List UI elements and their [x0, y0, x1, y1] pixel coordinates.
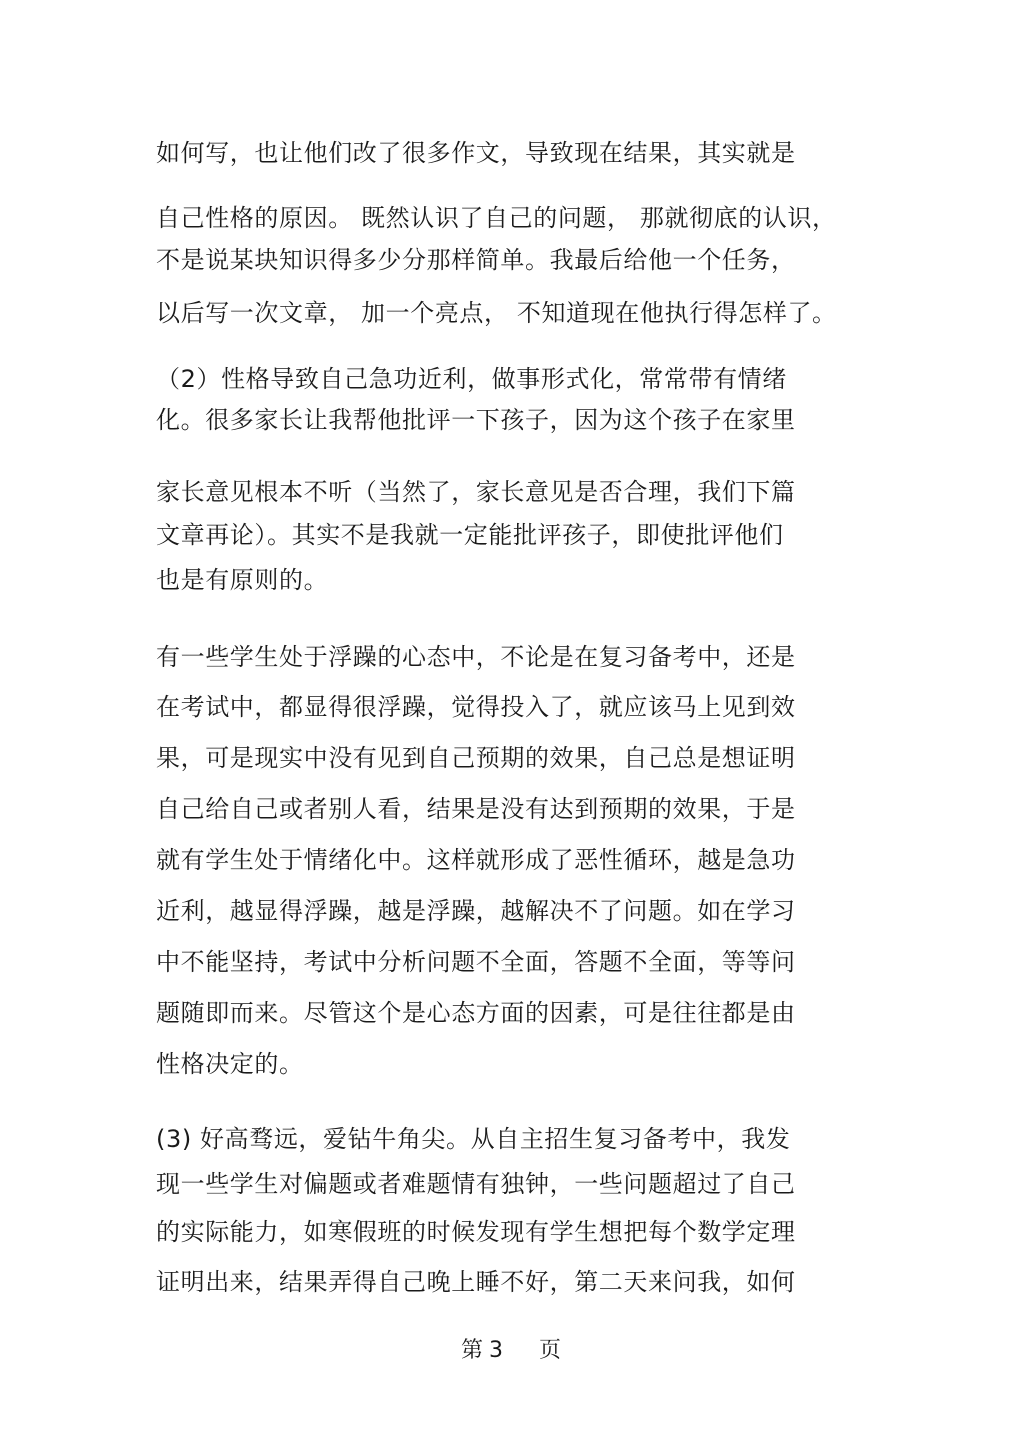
text-line: 化。很多家长让我帮他批评一下孩子，因为这个孩子在家里 [156, 406, 796, 434]
text-line: 题随即而来。尽管这个是心态方面的因素，可是往往都是由 [156, 999, 796, 1027]
text-line: 的实际能力，如寒假班的时候发现有学生想把每个数学定理 [156, 1218, 796, 1246]
text-line: 文章再论）。其实不是我就一定能批评孩子，即使批评他们 [156, 521, 784, 549]
text-line: 有一些学生处于浮躁的心态中，不论是在复习备考中，还是 [156, 643, 796, 671]
text-line: 性格决定的。 [156, 1050, 304, 1078]
text-line: 在考试中，都显得很浮躁，觉得投入了，就应该马上见到效 [156, 693, 796, 721]
text-line: 家长意见根本不听（当然了，家长意见是否合理，我们下篇 [156, 478, 796, 506]
text-line: 如何写，也让他们改了很多作文，导致现在结果，其实就是 [156, 139, 796, 167]
text-line: 证明出来，结果弄得自己晚上睡不好，第二天来问我，如何 [156, 1268, 796, 1296]
page-number-suffix: 页 [539, 1338, 562, 1363]
text-line: 现一些学生对偏题或者难题情有独钟，一些问题超过了自己 [156, 1170, 796, 1198]
text-line: 以后写一次文章， 加一个亮点， 不知道现在他执行得怎样了。 [156, 299, 837, 327]
text-line: 自己给自己或者别人看，结果是没有达到预期的效果，于是 [156, 795, 796, 823]
text-line: 就有学生处于情绪化中。这样就形成了恶性循环，越是急功 [156, 846, 796, 874]
page-number: 3 [489, 1338, 503, 1363]
text-line: 果，可是现实中没有见到自己预期的效果，自己总是想证明 [156, 744, 796, 772]
text-line: （2）性格导致自己急功近利，做事形式化，常常带有情绪 [156, 365, 787, 393]
text-line: 也是有原则的。 [156, 566, 329, 594]
text-line: (3) 好高骛远，爱钻牛角尖。从自主招生复习备考中，我发 [156, 1125, 791, 1153]
text-line: 不是说某块知识得多少分那样简单。我最后给他一个任务， [156, 246, 796, 274]
text-line: 中不能坚持，考试中分析问题不全面，答题不全面，等等问 [156, 948, 796, 976]
text-line: 自己性格的原因。 既然认识了自己的问题， 那就彻底的认识， [156, 204, 837, 232]
page-number-prefix: 第 [461, 1338, 484, 1363]
text-line: 近利，越显得浮躁，越是浮躁，越解决不了问题。如在学习 [156, 897, 796, 925]
